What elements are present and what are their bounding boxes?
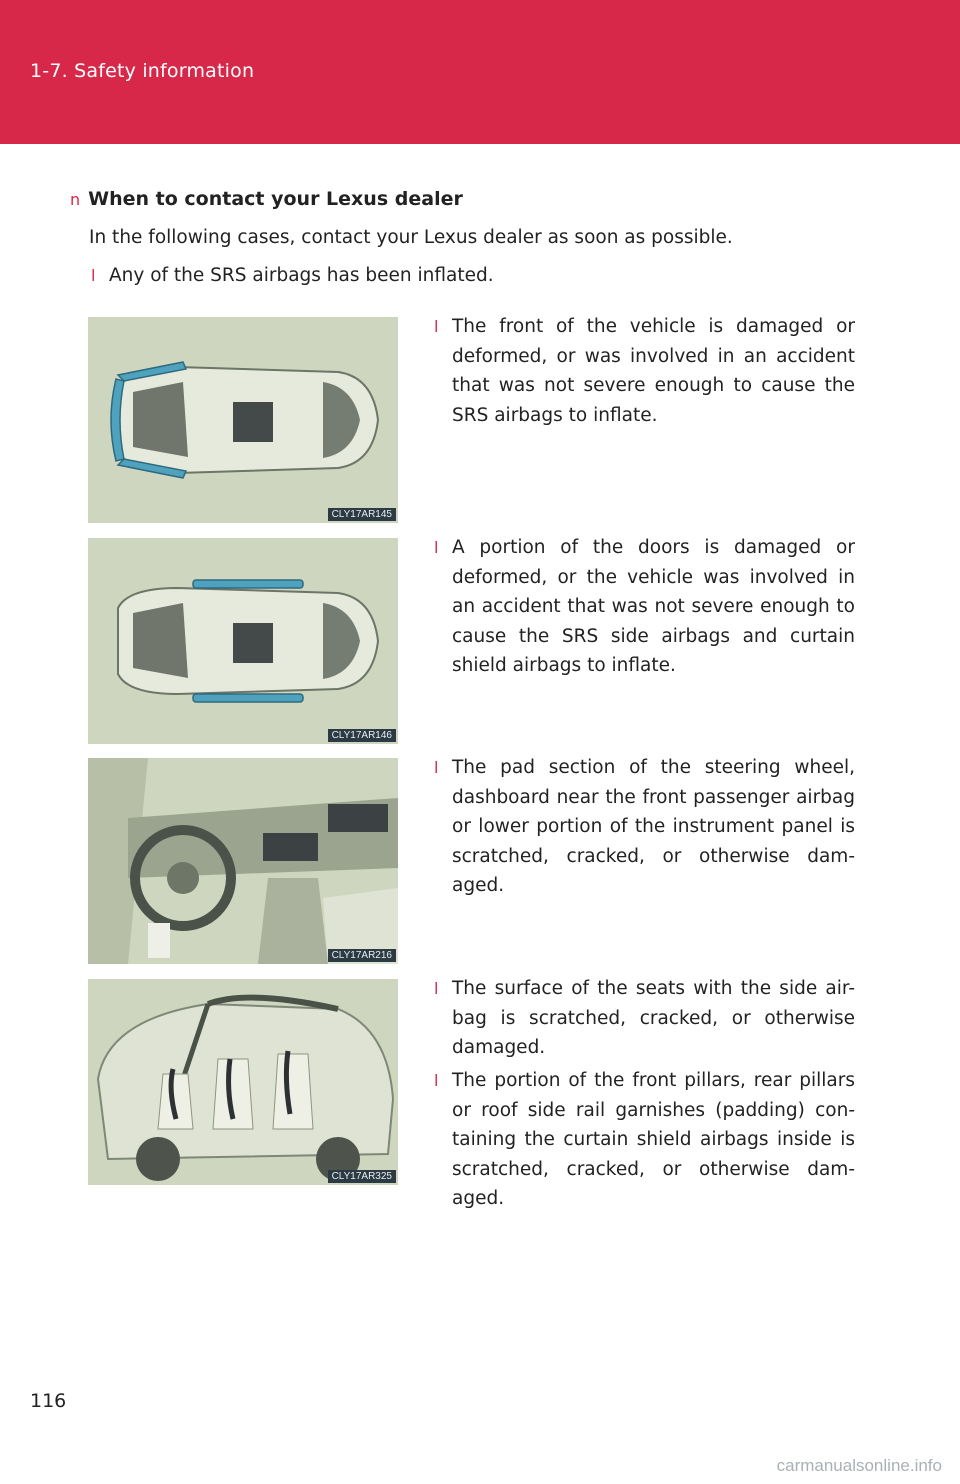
image-code: CLY17AR216 xyxy=(328,949,396,962)
list-item xyxy=(434,753,855,901)
list-item-text: The front of the vehicle is damaged or deformed, or was involved in an accident that was not severe enough to cause the SRS airbags to inflate. xyxy=(452,316,855,426)
bullet-icon: l xyxy=(434,317,439,336)
intro-paragraph: In the following cases, contact your Lexus dealer as soon as possible. xyxy=(89,227,733,248)
bullet-icon: l xyxy=(434,758,439,777)
bullet-icon: l xyxy=(91,266,96,285)
list-item xyxy=(434,974,855,1063)
illustration-dashboard xyxy=(88,758,398,964)
illustration-side-airbags xyxy=(88,538,398,744)
list-item xyxy=(434,312,855,430)
section-heading xyxy=(70,188,463,210)
list-item xyxy=(434,1066,855,1214)
watermark: carmanualsonline.info xyxy=(776,1456,942,1475)
illustration-seats-pillars xyxy=(88,979,398,1185)
section-breadcrumb: 1-7. Safety information xyxy=(30,60,255,82)
list-item-text: The portion of the front pillars, rear pillars or roof side rail garnishes (padding) con-taining the curtain shield airbags inside is scratched, cracked, or otherwise dam-aged. xyxy=(452,1070,855,1209)
list-item-text: The surface of the seats with the side air-bag is scratched, cracked, or otherwise damaged. xyxy=(452,978,855,1058)
bullet-icon: l xyxy=(434,1071,439,1090)
list-item xyxy=(91,261,494,291)
bullet-icon: l xyxy=(434,538,439,557)
image-code: CLY17AR145 xyxy=(328,508,396,521)
list-item xyxy=(434,533,855,681)
page-number: 116 xyxy=(30,1390,67,1412)
list-item-text: Any of the SRS airbags has been inflated. xyxy=(109,265,494,286)
bullet-icon: l xyxy=(434,979,439,998)
list-item-text: A portion of the doors is damaged or deformed, or the vehicle was involved in an accident that was not severe enough to cause the SRS side airbags and curtain shield airbags to inflate. xyxy=(452,537,855,676)
page-header xyxy=(0,0,960,144)
illustration-front-airbags xyxy=(88,317,398,523)
image-code: CLY17AR146 xyxy=(328,729,396,742)
square-bullet-icon: n xyxy=(70,190,81,209)
section-heading-text: When to contact your Lexus dealer xyxy=(88,188,463,210)
image-code: CLY17AR325 xyxy=(328,1170,396,1183)
list-item-text: The pad section of the steering wheel, dashboard near the front passenger airbag or lower portion of the instrument panel is scratched, cracked, or otherwise dam-aged. xyxy=(452,757,855,896)
